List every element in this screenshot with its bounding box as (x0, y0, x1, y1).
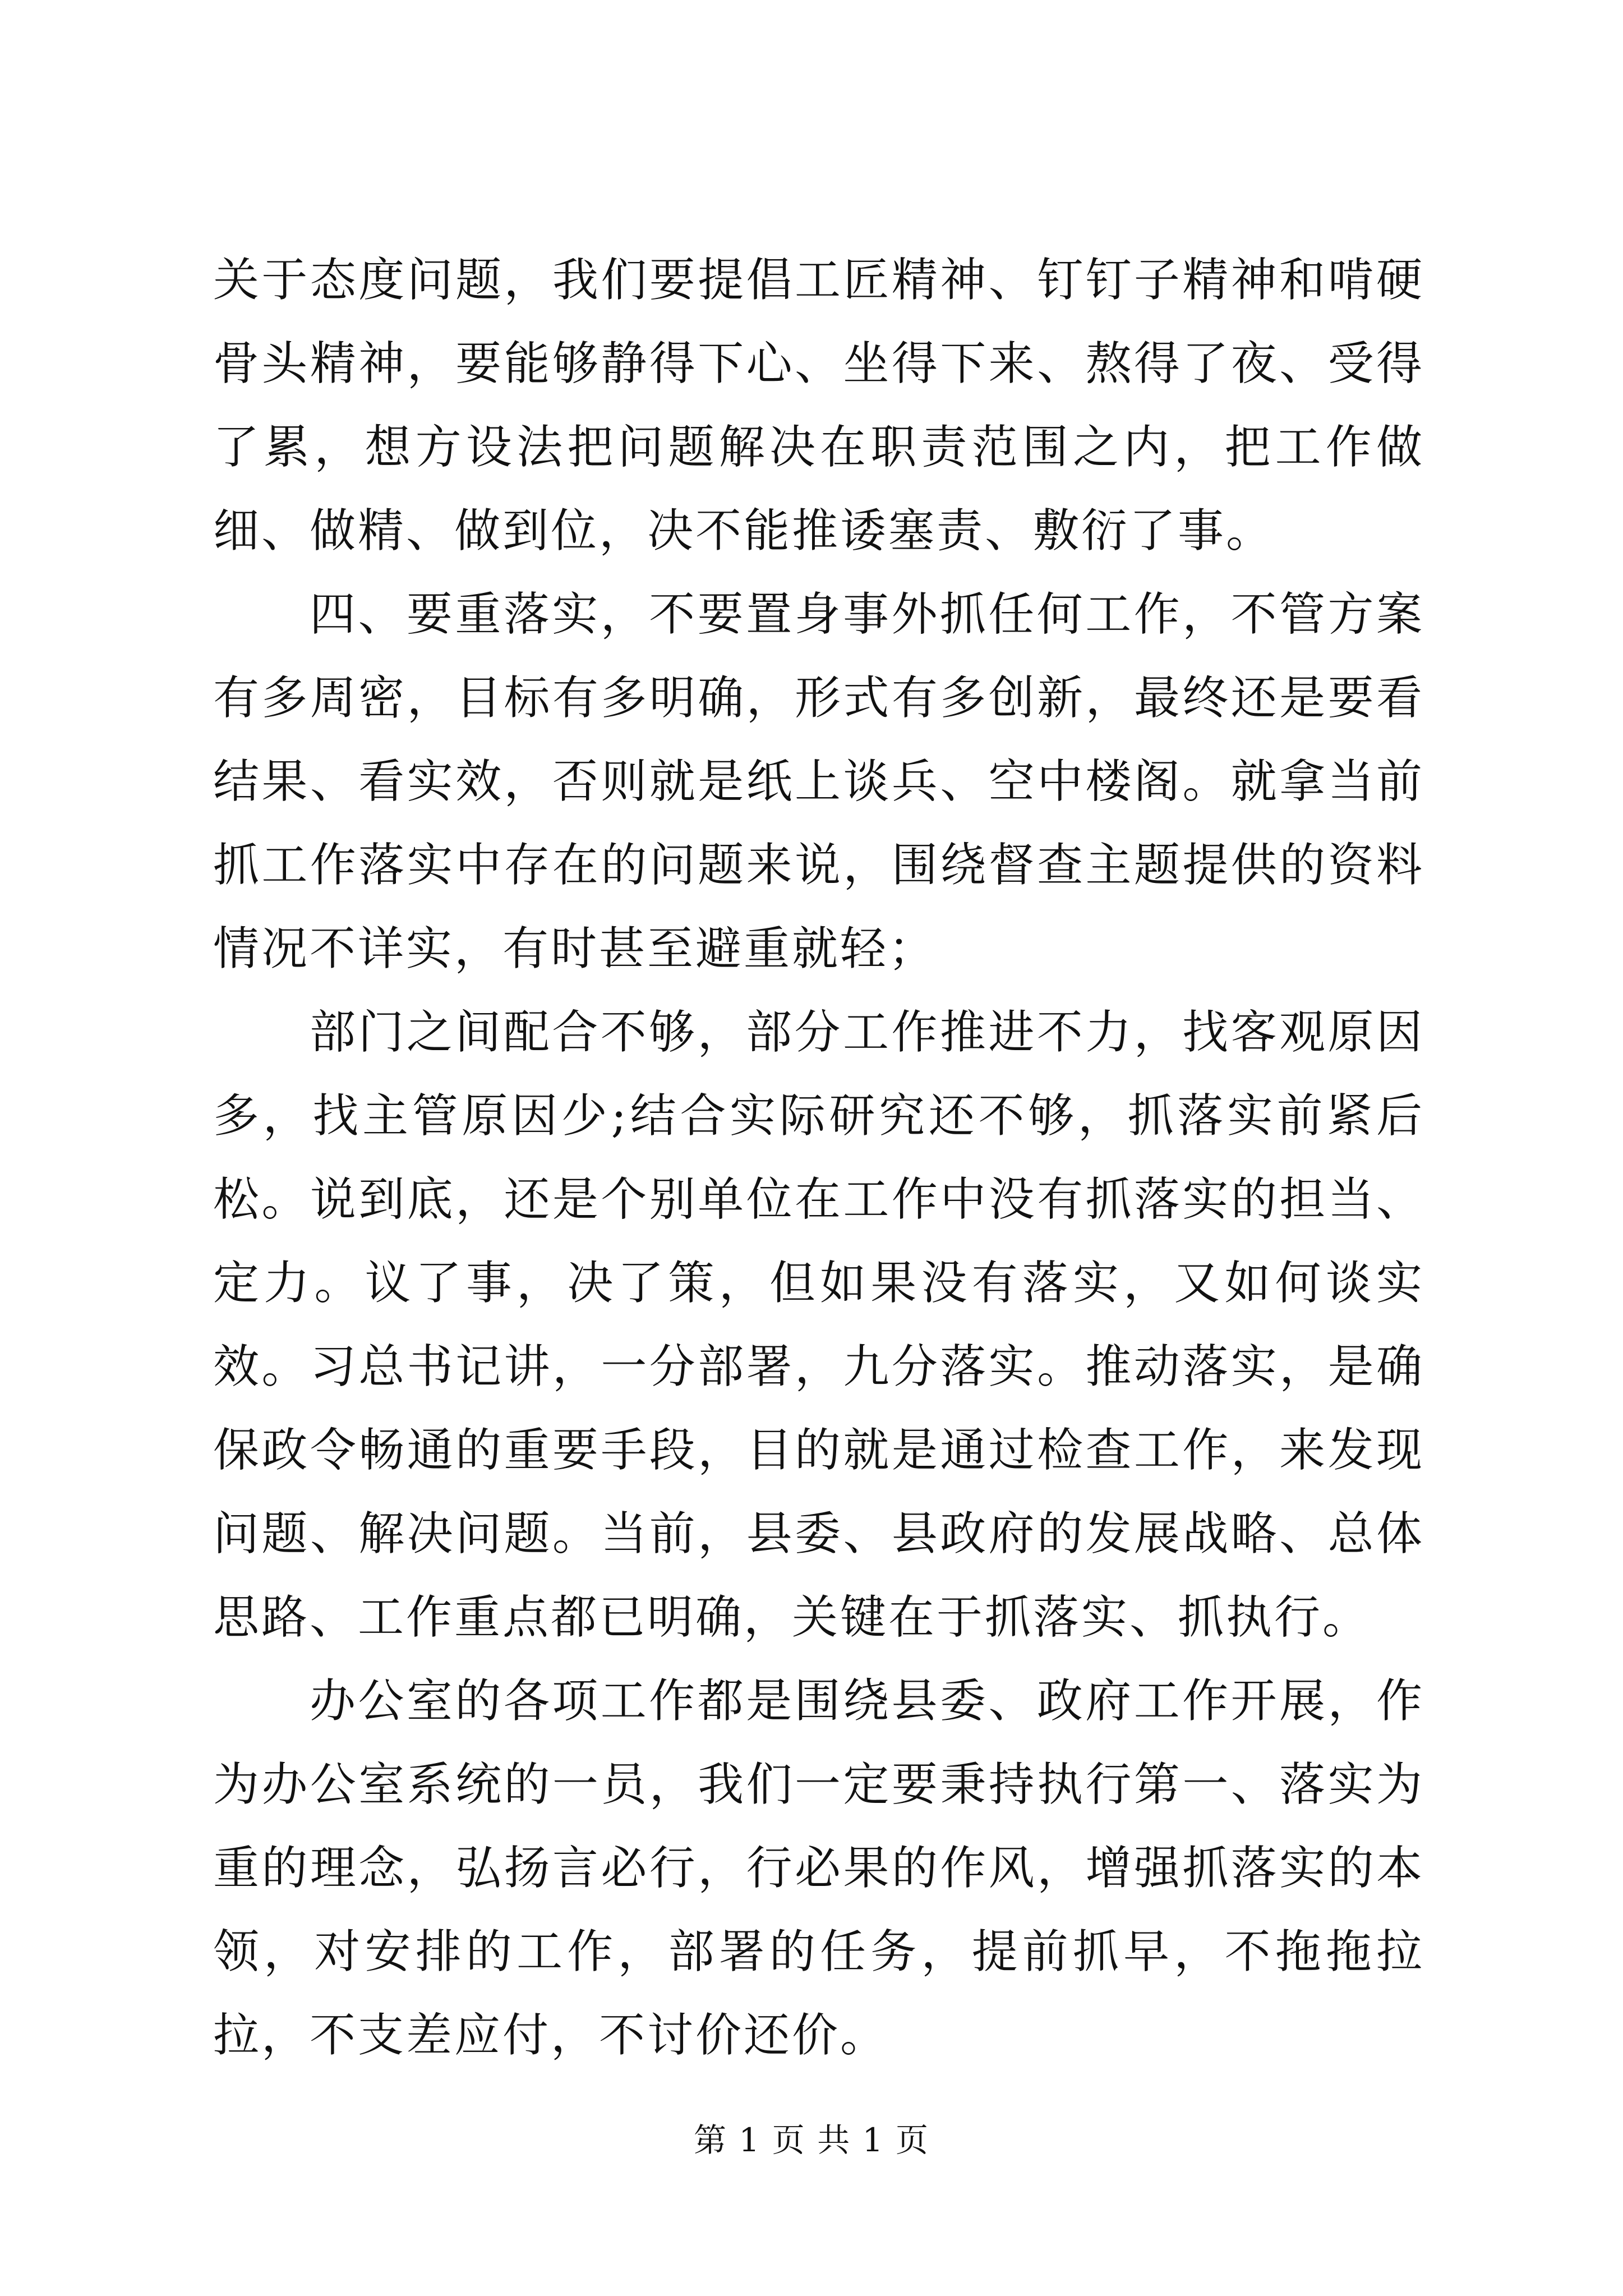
paragraph-implementation-heading: 四、要重落实，不要置身事外抓任何工作，不管方案有多周密，目标有多明确，形式有多创新，最终还是要看结果、看实效，否则就是纸上谈兵、空中楼阁。就拿当前抓工作落实中存在的问题来说，围绕督查主题提供的资料情况不详实，有时甚至避重就轻； (213, 588, 1424, 976)
document-body (213, 238, 1424, 2077)
page-number-footer: 第 1 页 共 1 页 (694, 2121, 929, 2159)
paragraph-attitude: 关于态度问题，我们要提倡工匠精神、钉钉子精神和啃硬骨头精神，要能够静得下心、坐得下来、熬得了夜、受得了累，想方设法把问题解决在职责范围之内，把工作做细、做精、做到位，决不能推诿塞责、敷衍了事。 (213, 254, 1424, 558)
paragraph-department-coordination: 部门之间配合不够，部分工作推进不力，找客观原因多，找主管原因少;结合实际研究还不够，抓落实前紧后松。说到底，还是个别单位在工作中没有抓落实的担当、定力。议了事，决了策，但如果没有落实，又如何谈实效。习总书记讲，一分部署，九分落实。推动落实，是确保政令畅通的重要手段，目的就是通过检查工作，来发现问题、解决问题。当前，县委、县政府的发展战略、总体思路、工作重点都已明确，关键在于抓落实、抓执行。 (213, 1006, 1424, 1644)
paragraph-office-work: 办公室的各项工作都是围绕县委、政府工作开展，作为办公室系统的一员，我们一定要秉持执行第一、落实为重的理念，弘扬言必行，行必果的作风，增强抓落实的本领，对安排的工作，部署的任务，提前抓早，不拖拖拉拉，不支差应付，不讨价还价。 (213, 1674, 1424, 2062)
